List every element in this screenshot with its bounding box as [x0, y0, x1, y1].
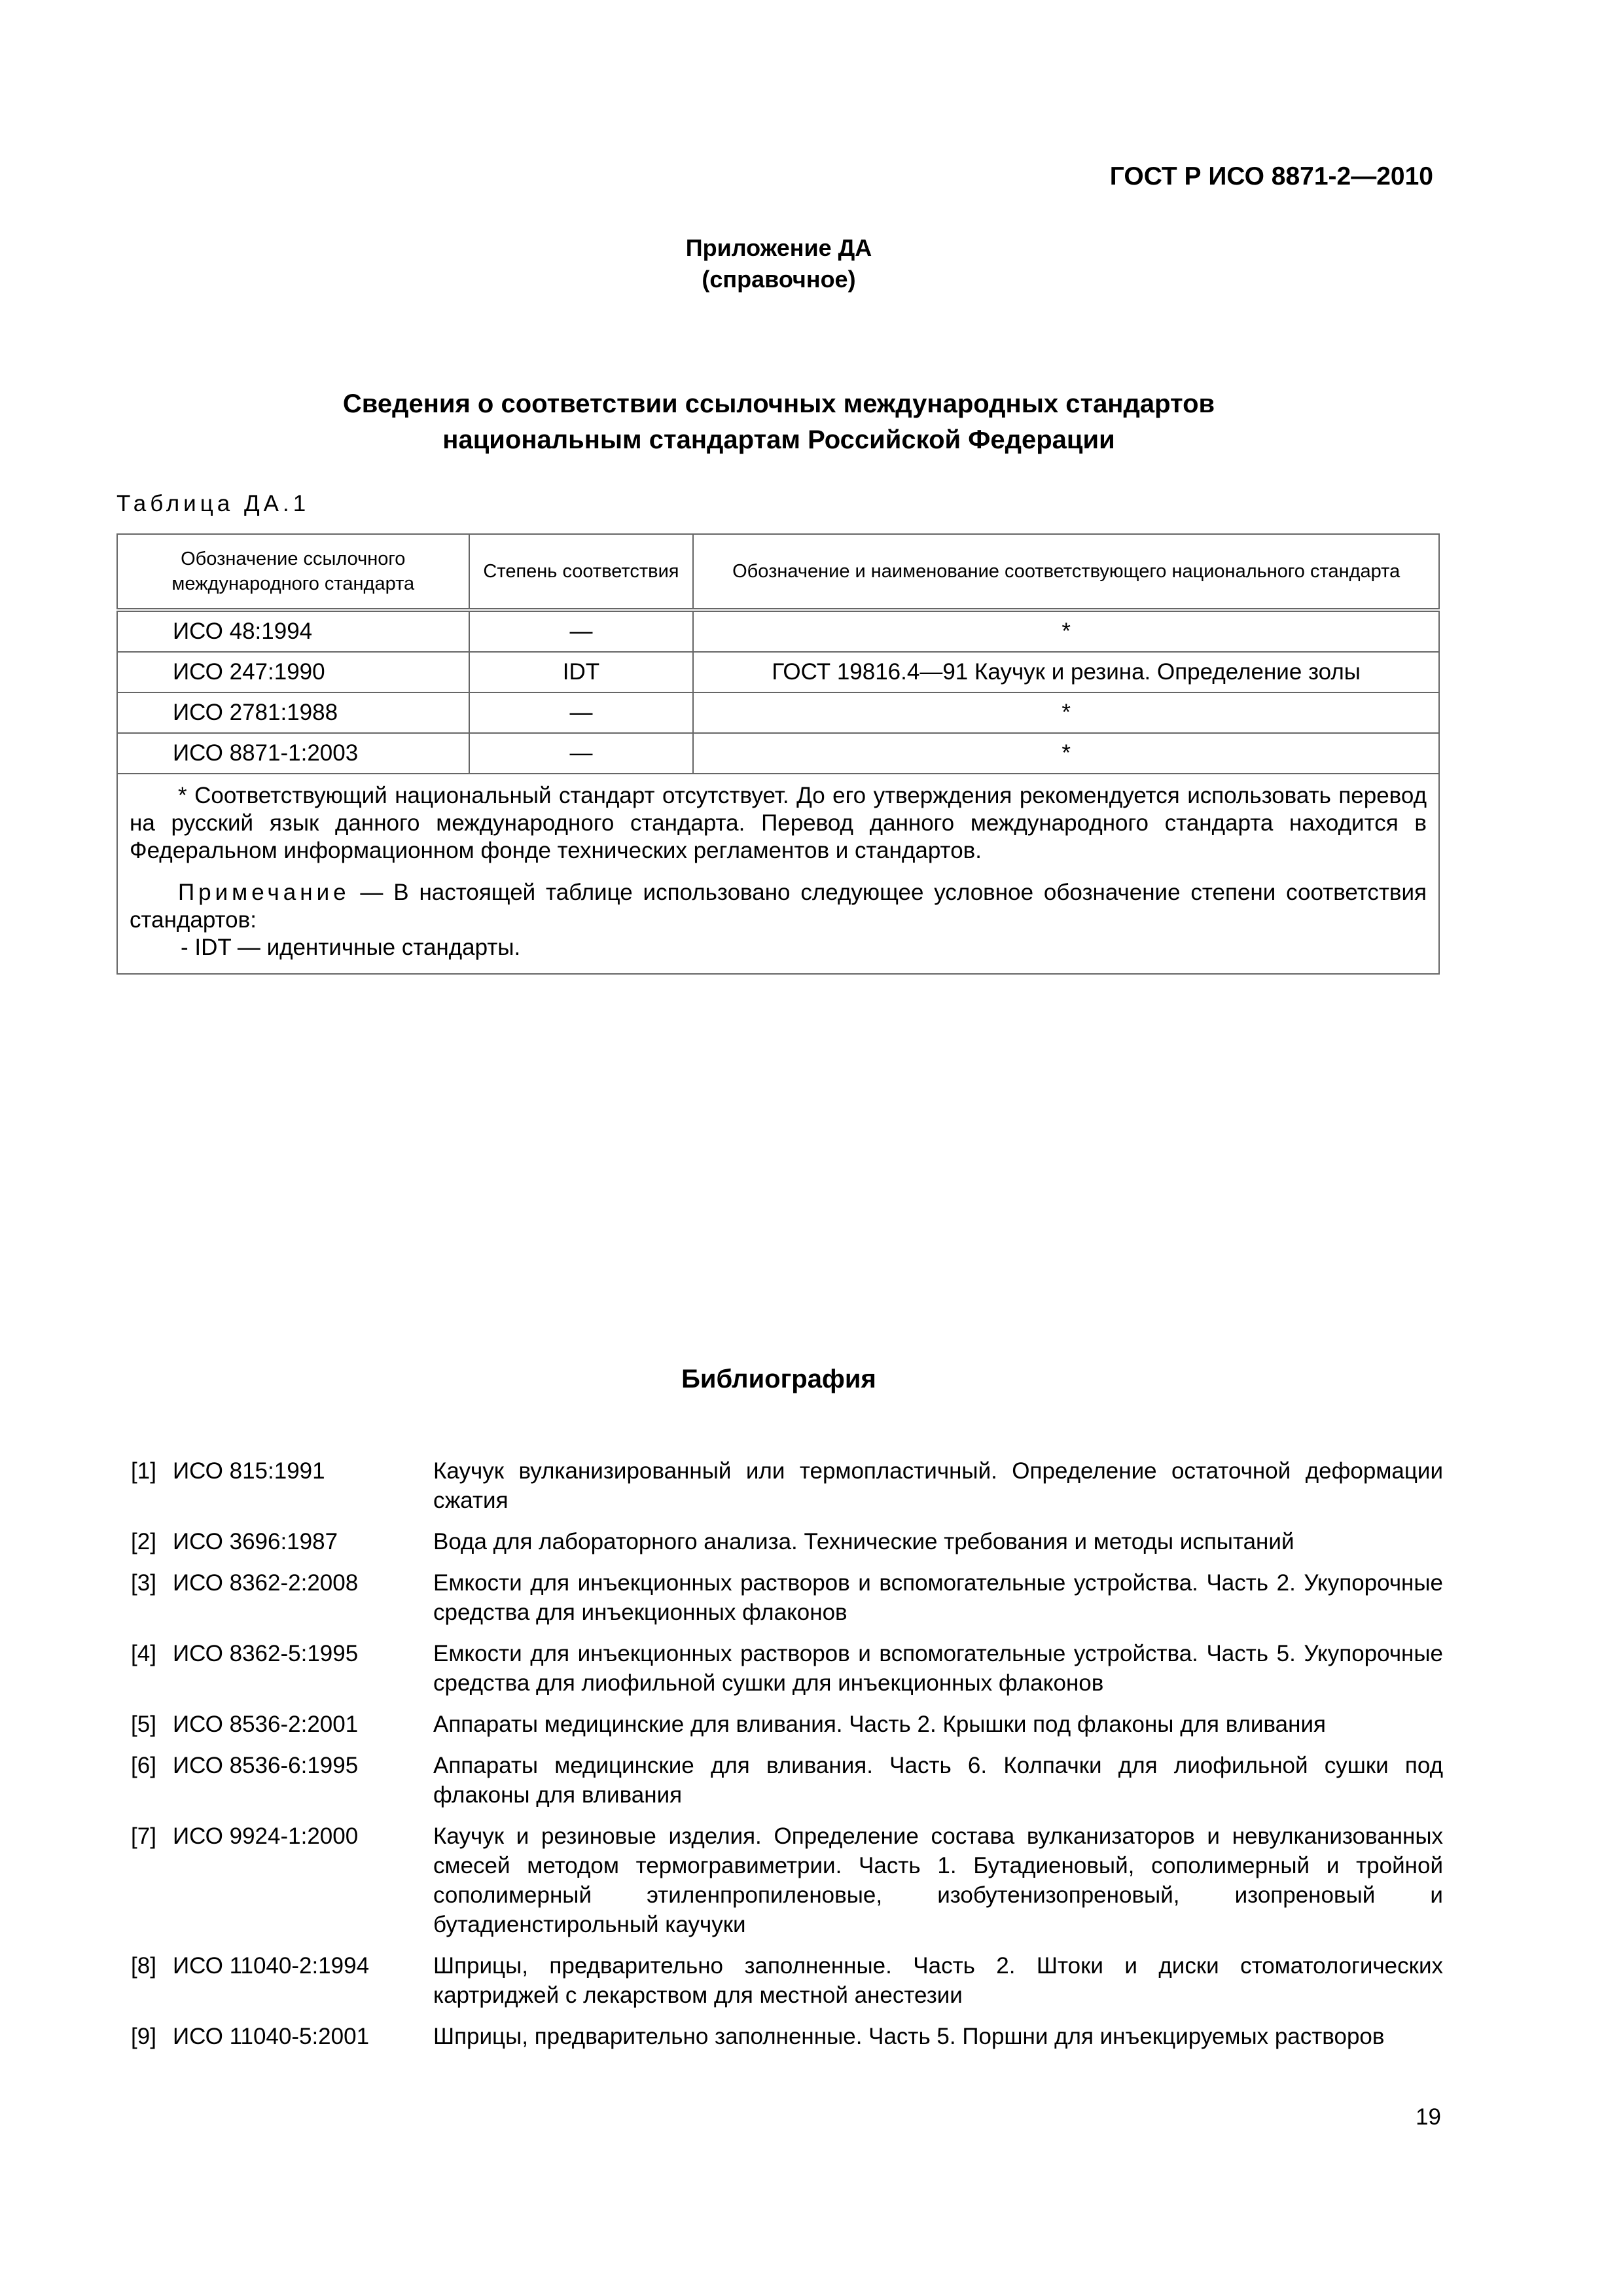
table-row	[117, 733, 1439, 774]
section-title-line-1: Сведения о соответствии ссылочных международных стандартов	[342, 389, 1215, 418]
table-header-row	[117, 534, 1439, 610]
appendix-subtitle: (справочное)	[702, 266, 856, 293]
bibliography-text: Аппараты медицинские для вливания. Часть 2. Крышки под флаконы для вливания	[433, 1712, 1326, 1737]
bibliography-item	[131, 1527, 1443, 1556]
bibliography-text: Вода для лабораторного анализа. Технические требования и методы испытаний	[433, 1529, 1294, 1554]
page-number: 19	[1416, 2104, 1441, 2130]
bibliography-item	[131, 1568, 1443, 1627]
bibliography-code: ИСО 8362-2:2008	[173, 1570, 359, 1596]
bibliography-text: Каучук и резиновые изделия. Определение состава вулканизаторов и невулканизованных смесей методом термогравиметрии. Часть 1. Бутадиеновый, сополимерный и тройной сополимерный этиленпропиленовые, изобутенизопреновый, изопреновый и бутадиенстирольный каучуки	[433, 1823, 1443, 1937]
bibliography-text: Аппараты медицинские для вливания. Часть 6. Колпачки для лиофильной сушки под флаконы для вливания	[433, 1753, 1443, 1808]
bibliography-number: [8]	[131, 1953, 156, 1979]
bibliography-code: ИСО 815:1991	[173, 1458, 325, 1484]
table-row	[117, 610, 1439, 652]
header-ref-standard: Обозначение ссылочного международного стандарта	[117, 534, 469, 610]
bibliography-item	[131, 1456, 1443, 1515]
correspondence-table	[116, 533, 1440, 975]
cell-degree: —	[469, 733, 694, 774]
bibliography-item	[131, 1751, 1443, 1810]
bibliography-item	[131, 2022, 1443, 2051]
note-list-item: - IDT — идентичные стандарты.	[181, 935, 521, 960]
header-degree: Степень соответствия	[469, 534, 694, 610]
table-notes-cell	[117, 774, 1439, 974]
document-id: ГОСТ Р ИСО 8871-2—2010	[1109, 162, 1433, 190]
cell-degree: —	[469, 610, 694, 652]
table-caption: Таблица ДА.1	[116, 491, 310, 516]
header-national-standard: Обозначение и наименование соответствующего национального стандарта	[693, 534, 1439, 610]
bibliography-title: Библиография	[681, 1365, 876, 1393]
bibliography-code: ИСО 3696:1987	[173, 1529, 338, 1554]
table-row	[117, 692, 1439, 733]
bibliography-number: [5]	[131, 1712, 156, 1737]
cell-degree: IDT	[469, 652, 694, 692]
bibliography-item	[131, 1710, 1443, 1739]
bibliography-item	[131, 1821, 1443, 1939]
bibliography-number: [2]	[131, 1529, 156, 1554]
bibliography-code: ИСО 11040-2:1994	[173, 1953, 370, 1979]
appendix-heading	[0, 232, 1558, 295]
table-notes-row	[117, 774, 1439, 974]
bibliography-number: [9]	[131, 2024, 156, 2049]
bibliography-number: [1]	[131, 1458, 156, 1484]
cell-ref: ИСО 2781:1988	[117, 692, 469, 733]
bibliography-number: [4]	[131, 1641, 156, 1666]
section-title-line-2: национальным стандартам Российской Федерации	[442, 425, 1115, 454]
bibliography-number: [6]	[131, 1753, 156, 1778]
bibliography-item	[131, 1951, 1443, 2010]
cell-national: ГОСТ 19816.4—91 Каучук и резина. Определение золы	[693, 652, 1439, 692]
bibliography-list	[131, 1456, 1443, 2063]
cell-national: *	[693, 610, 1439, 652]
appendix-title: Приложение ДА	[685, 234, 872, 261]
bibliography-text: Шприцы, предварительно заполненные. Часть 5. Поршни для инъекцируемых растворов	[433, 2024, 1385, 2049]
bibliography-number: [3]	[131, 1570, 156, 1596]
cell-national: *	[693, 733, 1439, 774]
table-note	[130, 879, 1427, 934]
bibliography-code: ИСО 9924-1:2000	[173, 1823, 359, 1849]
cell-degree: —	[469, 692, 694, 733]
table-row	[117, 652, 1439, 692]
cell-ref: ИСО 247:1990	[117, 652, 469, 692]
bibliography-item	[131, 1639, 1443, 1698]
section-title	[0, 386, 1558, 458]
bibliography-text: Емкости для инъекционных растворов и вспомогательные устройства. Часть 2. Укупорочные средства для инъекционных флаконов	[433, 1570, 1443, 1625]
note-text: — В настоящей таблице использовано следующее условное обозначение степени соответствия стандартов:	[130, 880, 1427, 933]
cell-national: *	[693, 692, 1439, 733]
bibliography-text: Шприцы, предварительно заполненные. Часть 2. Штоки и диски стоматологических картриджей с лекарством для местной анестезии	[433, 1953, 1443, 2008]
bibliography-text: Каучук вулканизированный или термопластичный. Определение остаточной деформации сжатия	[433, 1458, 1443, 1513]
bibliography-code: ИСО 8536-6:1995	[173, 1753, 359, 1778]
cell-ref: ИСО 8871-1:2003	[117, 733, 469, 774]
bibliography-text: Емкости для инъекционных растворов и вспомогательные устройства. Часть 5. Укупорочные средства для лиофильной сушки для инъекционных флаконов	[433, 1641, 1443, 1696]
note-label: Примечание	[178, 880, 350, 905]
table-footnote: * Соответствующий национальный стандарт отсутствует. До его утверждения рекомендуется использовать перевод на русский язык данного международного стандарта. Перевод данного международного стандарта находится в Федеральном информационном фонде технических регламентов и стандартов.	[130, 783, 1427, 863]
bibliography-code: ИСО 11040-5:2001	[173, 2024, 370, 2049]
bibliography-number: [7]	[131, 1823, 156, 1849]
cell-ref: ИСО 48:1994	[117, 610, 469, 652]
bibliography-code: ИСО 8362-5:1995	[173, 1641, 359, 1666]
bibliography-code: ИСО 8536-2:2001	[173, 1712, 359, 1737]
